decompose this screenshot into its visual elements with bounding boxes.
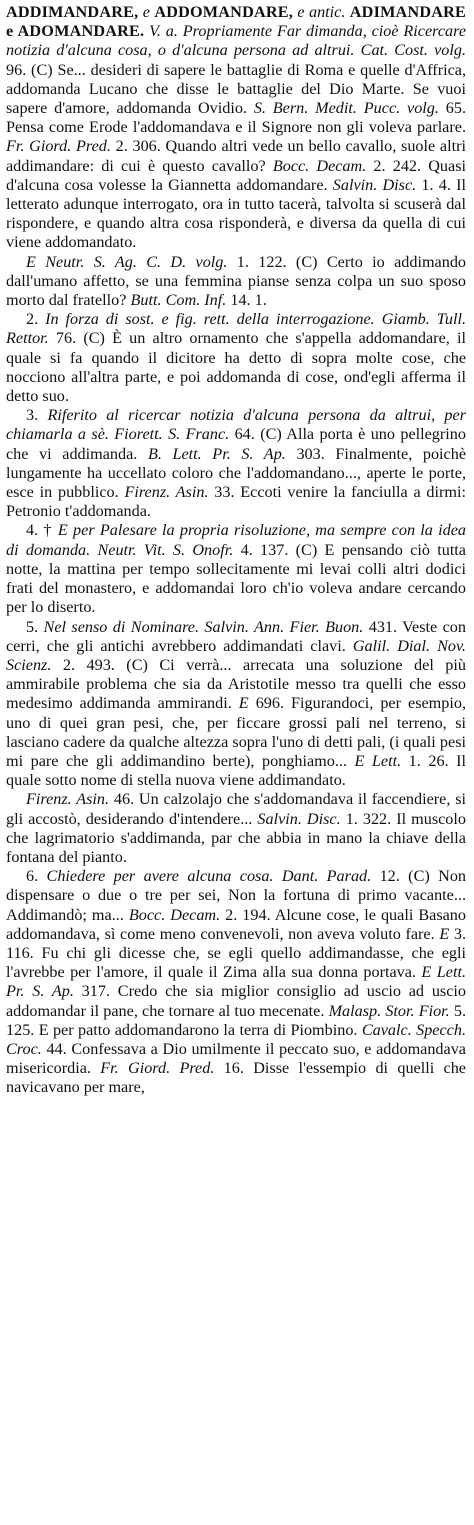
citation-text: E [439, 924, 450, 943]
citation-text: E per Palesare la propria risoluzione, ma sempre con la idea di domanda. Neutr. Vit. S. Onofr. [6, 521, 466, 559]
entry-paragraph [6, 790, 466, 867]
entry-paragraph [6, 310, 466, 406]
body-text: 64. (C) Alla porta è uno pellegrino che vi addimanda. [6, 425, 466, 463]
citation-text: Cat. Cost. volg. [360, 41, 467, 60]
citation-text: Malasp. Stor. Fior. [328, 1001, 450, 1020]
entry-paragraph [6, 867, 466, 1097]
body-text: 6. [26, 867, 47, 886]
body-text: 12. (C) Non dispensare o due o tre per sei, Non la fortuna di primo vacante... Addimandò; ma... [6, 867, 467, 924]
old-forms: ADIMANDARE e ADOMANDARE. [6, 3, 467, 41]
citation-text: Galil. Dial. Nov. Scienz. [6, 636, 466, 674]
citation-text: Fr. Giord. Pred. [6, 137, 111, 156]
entry-paragraph [6, 618, 466, 791]
citation-text: Salvin. Disc. [332, 175, 417, 194]
body-text: 65. Pensa come Erode l'addomandava e il Signore non gli voleva parlare. [6, 99, 467, 137]
citation-text: Fr. Giord. Pred. [100, 1059, 215, 1078]
body-text: 16. Disse l'essempio di quelli che navicavano per mare, [6, 1059, 466, 1097]
citation-text: Butt. Com. Inf. [130, 291, 227, 310]
antic-abbrev: e antic. [297, 3, 346, 21]
headword: ADDIMANDARE, [6, 3, 139, 21]
body-text: 3. [26, 406, 48, 425]
body-text: 46. Un calzolajo che s'addomandava il faccendiere, si gli accostò, desiderando d'intendere... [6, 790, 466, 828]
entry-paragraph [6, 521, 466, 617]
body-text: 2. 306. Quando altri vede un bello cavallo, suole altri addimandare: di cui è questo cavallo? [6, 137, 466, 175]
headword-variant: ADDOMANDARE, [154, 3, 293, 21]
citation-text: Bocc. Decam. [272, 156, 367, 175]
body-text: 33. Eccoti venire la fanciulla a dirmi: Petronio t'addomanda. [6, 483, 467, 521]
citation-text: E Neutr. S. Ag. C. D. volg. [26, 252, 228, 271]
body-text: 303. Finalmente, poichè lungamente ha uccellato coloro che l'addomandano..., aperte le porte, esce in pubblico. [6, 444, 467, 502]
body-text: 2. 242. Quasi d'alcuna cosa volesse la Giannetta addomandare. [6, 156, 466, 194]
conjunction: e [142, 3, 150, 21]
citation-text: E [238, 694, 249, 713]
body-text: 5. [26, 617, 44, 636]
citation-text: E Lett. Pr. S. Ap. [6, 963, 466, 1001]
citation-text: S. Bern. Medit. Pucc. volg. [253, 99, 439, 118]
body-text: 2. 493. (C) Ci verrà... arrecata una soluzione del più ammirabile problema che sia da Aristotile messo tra quelli che esso medesimo addimanda ammirandi. [6, 655, 466, 713]
body-text: 44. Confessava a Dio umilmente il peccato suo, e addomandava misericordia. [6, 1039, 466, 1078]
citation-text: In forza di sost. e fig. rett. della interrogazione. Giamb. Tull. Rettor. [6, 310, 467, 348]
definition: Propriamente Far dimanda, cioè Ricercare notizia d'alcuna cosa, o d'alcuna persona ad altrui. [6, 22, 467, 60]
body-text: 4. † [26, 521, 58, 540]
body-text: 1. 122. (C) Certo io addimando dall'umano affetto, se una femmina pianse senza colpa un suo sposo morto dal fratello? [6, 252, 467, 310]
body-text: 431. Veste con cerri, che gli antichi avrebbero addimandati clavi. [6, 617, 466, 655]
citation-text: Nel senso di Nominare. Salvin. Ann. Fier. Buon. [43, 617, 364, 636]
body-text: 76. (C) È un altro ornamento che s'appella addomandare, il quale si fa quando il dicitore ha detto di sopra molte cose, che nocciono all'altra parte, e poi addomanda di cose, ond'egli afferma il detto suo. [6, 329, 466, 406]
body-text: 3. 116. Fu chi gli dicesse che, se egli quello addimandasse, che egli l'avrebbe per l'amore, il quale il Zima alla sua donna portava. [6, 924, 466, 982]
citation-text: Riferito al ricercar notizia d'alcuna persona da altrui, per chiamarla a sè. Fiorett. S. Franc. [6, 406, 466, 444]
body-text: 5. 125. E per patto addomandarono la terra di Piombino. [6, 1001, 466, 1039]
entry-heading [6, 3, 466, 253]
citation-text: B. Lett. Pr. S. Ap. [147, 444, 286, 463]
body-text: 1. 4. Il letterato adunque interrogato, ora in tutto tacerà, talvolta si scuserà dal rispondere, e quando altra cosa risponderà, e diversa da quella di cui viene addomandato. [6, 175, 466, 252]
citation-text: Firenz. Asin. [124, 483, 209, 502]
citation-text: E Lett. [354, 751, 402, 770]
citation-text: Salvin. Disc. [257, 809, 341, 828]
part-of-speech: V. a. [149, 22, 178, 41]
body-text: 2. [26, 310, 46, 329]
body-text: 2. 194. Alcune cose, le quali Basano addomandava, sì come meno convenevoli, non aveva voluto fare. [6, 905, 466, 943]
entry-body [6, 253, 466, 1098]
body-text: 696. Figurandoci, per esempio, uno di quei gran pesi, che, per ficcare grossi pali nel terreno, si lasciano cadere da qualche altezza sopra l'uno di detti pali, (i quali pesi mi pare che gli addimandino berte), ponghiamo... [6, 694, 466, 770]
entry-paragraph [6, 406, 466, 521]
body-text: 1. 26. Il quale sotto nome di stella nuova viene addimandato. [6, 751, 467, 790]
citation-text: Firenz. Asin. [26, 790, 110, 809]
citation-text: Cavalc. Specch. Croc. [6, 1020, 466, 1058]
body-text: 317. Credo che sia miglior consiglio ad uscio ad uscio addomandar il pane, che tornare al tuo mecenate. [6, 982, 466, 1020]
entry-paragraph [6, 253, 466, 311]
body-text: 4. 137. (C) E pensando ciò tutta notte, la mattina per tempo sollecitamente mi levai colli altri dodici frati del monastero, e addomandai loro ch'io voleva andare cercando per lo diserto. [6, 540, 466, 617]
body-text: 96. (C) Se... desideri di sapere le battaglie di Roma e quelle d'Affrica, addomanda Lucano che disse le battaglie del Dio Marte. Se vuoi sapere d'amore, addomanda Ovidio. [6, 60, 466, 118]
citation-text: Chiedere per avere alcuna cosa. Dant. Parad. [46, 867, 372, 886]
entry-first-paragraph-text [6, 41, 466, 251]
citation-text: Bocc. Decam. [128, 905, 221, 924]
body-text: 14. 1. [226, 291, 267, 310]
body-text: 1. 322. Il muscolo che lagrimatorio s'addimanda, par che abbia in mano la chiave della fontana del pianto. [6, 809, 466, 866]
